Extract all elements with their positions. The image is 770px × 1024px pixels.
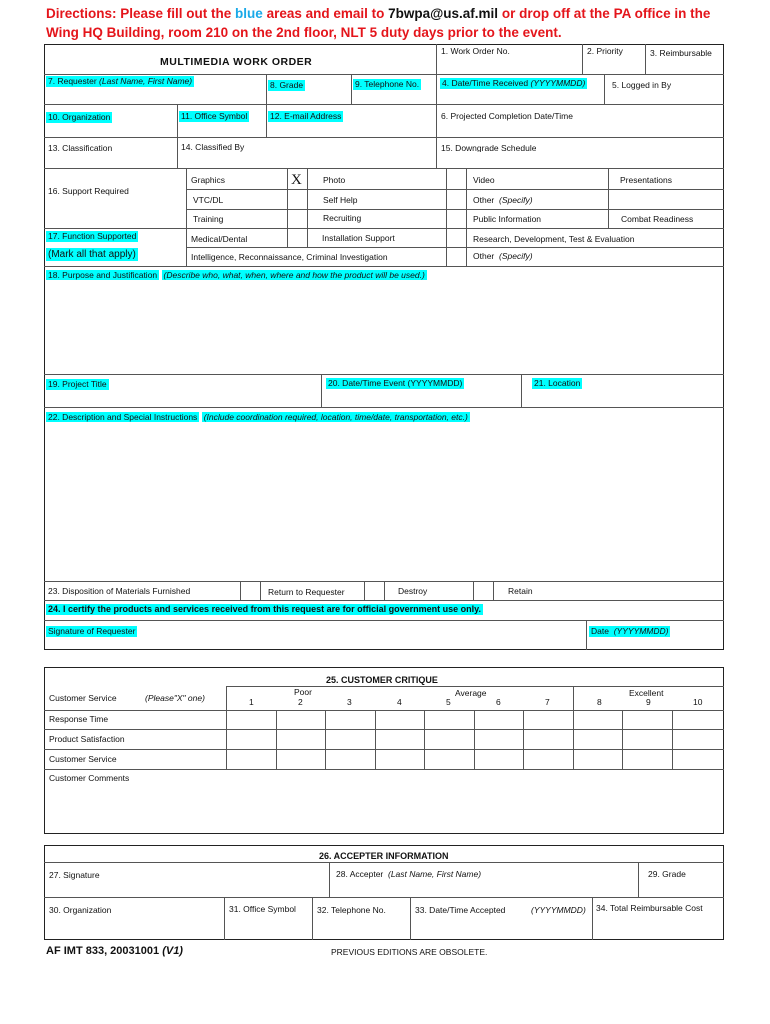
accepter-name-hint: (Last Name, First Name) [388,869,482,879]
form-title: MULTIMEDIA WORK ORDER [160,56,313,68]
support-graphics: Graphics [191,175,226,185]
description-hint: (Include coordination required, location, time/date, transportation, etc.) [203,412,468,422]
accepter-organization-label: 30. Organization [49,905,112,915]
support-presentations: Presentations [620,175,672,185]
date-accepted-format: (YYYYMMDD) [531,905,586,915]
support-photo: Photo [323,175,346,185]
certification-statement: 24. I certify the products and services received from this request are for official government use only. [48,604,481,614]
telephone-field[interactable]: 9. Telephone No. [355,79,420,89]
form-id-text: AF IMT 833, 20031001 [46,945,160,957]
priority-label: 2. Priority [587,46,623,56]
reimbursable-label: 3. Reimbursable [650,48,712,58]
customer-service-header: Customer Service [49,693,117,703]
scale-7: 7 [545,697,550,707]
destroy-option[interactable]: Destroy [398,586,428,596]
support-other-specify: (Specify) [499,195,533,205]
obsolete-notice: PREVIOUS EDITIONS ARE OBSOLETE. [331,947,488,957]
signature-date-label: Date [591,626,609,636]
scale-3: 3 [347,697,352,707]
return-option[interactable]: Return to Requester [268,587,345,597]
customer-critique-title: 25. CUSTOMER CRITIQUE [326,675,438,685]
purpose-hint: (Describe who, what, when, where and how the product will be used.) [163,270,425,280]
function-other [473,251,533,262]
function-supported-label[interactable]: 17. Function Supported [48,231,137,241]
work-order-frame [44,44,724,650]
scale-10: 10 [693,697,703,707]
scale-8: 8 [597,697,602,707]
excellent-label: Excellent [629,688,664,698]
project-title-field[interactable]: 19. Project Title [48,379,107,389]
function-public-information: Public Information [473,214,542,224]
form-id [46,945,183,957]
directions-text: Directions: Please fill out the [46,6,236,21]
function-recruiting: Recruiting [323,213,362,223]
mark-all-note: (Mark all that apply) [48,249,136,260]
requester-label: 7. Requester [48,76,97,86]
accepter-grade-label: 29. Grade [648,869,686,879]
accepter-signature-label: 27. Signature [49,870,100,880]
accepter-telephone-label: 32. Telephone No. [317,905,386,915]
accepter-name-text: 28. Accepter [336,869,384,879]
function-medical: Medical/Dental [191,234,248,244]
event-date-field[interactable]: 20. Date/Time Event (YYYYMMDD) [328,378,463,388]
description-field[interactable] [46,412,470,423]
critique-row-response-time: Response Time [49,714,109,724]
classified-by-label: 14. Classified By [181,142,245,152]
scale-2: 2 [298,697,303,707]
downgrade-schedule-label: 15. Downgrade Schedule [441,143,537,152]
purpose-field[interactable] [46,270,427,281]
work-order-no-label: 1. Work Order No. [441,46,510,56]
office-symbol-field[interactable]: 11. Office Symbol [181,111,248,121]
support-self-help: Self Help [323,195,358,205]
support-video: Video [473,175,495,185]
location-field[interactable]: 21. Location [534,378,581,388]
accepter-name-label [336,869,481,880]
please-x-one: (Please"X" one) [145,693,205,703]
support-other [473,195,533,206]
critique-row-product-satisfaction: Product Satisfaction [49,734,125,744]
function-other-label: Other [473,251,495,261]
date-received-label: 4. Date/Time Received [442,78,529,88]
scale-5: 5 [446,697,451,707]
directions-email[interactable]: 7bwpa@us.af.mil [388,6,499,21]
scale-9: 9 [646,697,651,707]
total-cost-label: 34. Total Reimbursable Cost [596,903,703,913]
purpose-label: 18. Purpose and Justification [48,270,158,280]
support-vtc: VTC/DL [193,195,224,205]
date-received-format: (YYYYMMDD) [530,78,586,88]
function-combat-readiness: Combat Readiness [621,214,694,224]
scale-4: 4 [397,697,402,707]
support-other-label: Other [473,195,495,205]
classification-label: 13. Classification [48,143,113,153]
directions-line-2: Wing HQ Building, room 210 on the 2nd floor, NLT 5 duty days prior to the event. [46,25,562,40]
logged-in-by-label: 5. Logged in By [612,80,672,90]
retain-option[interactable]: Retain [508,586,533,596]
form-version: (V1) [162,945,183,957]
requester-hint: (Last Name, First Name) [99,76,193,86]
date-accepted-label: 33. Date/Time Accepted [415,905,506,915]
support-required-label: 16. Support Required [48,186,129,196]
function-research: Research, Development, Test & Evaluation [473,234,635,244]
accepter-office-symbol-label: 31. Office Symbol [229,904,296,914]
directions-text-2: areas and email to [262,6,389,21]
function-other-specify: (Specify) [499,251,533,261]
accepter-title: 26. ACCEPTER INFORMATION [319,851,449,861]
directions-text-3: or drop off at the PA office in the [498,6,711,21]
function-intel: Intelligence, Reconnaissance, Criminal Investigation [191,252,388,262]
email-field[interactable]: 12. E-mail Address [270,111,342,121]
signature-date-format: (YYYYMMDD) [613,626,669,636]
photo-checkbox[interactable]: X [291,172,302,188]
function-training: Training [193,214,224,224]
organization-field[interactable]: 10. Organization [48,112,111,122]
signature-date-field[interactable] [589,626,670,637]
date-received-field[interactable] [440,78,587,89]
function-installation: Installation Support [322,233,395,243]
customer-comments-label: Customer Comments [49,773,130,783]
requester-field[interactable] [46,76,194,87]
poor-label: Poor [294,687,312,697]
average-label: Average [455,688,487,698]
directions-blue-word: blue [235,6,263,21]
scale-6: 6 [496,697,501,707]
scale-1: 1 [249,697,254,707]
projected-completion-label: 6. Projected Completion Date/Time [441,111,573,121]
directions-line-1 [46,4,746,23]
description-label: 22. Description and Special Instructions [48,412,198,422]
grade-field[interactable]: 8. Grade [270,80,304,90]
requester-signature-field[interactable]: Signature of Requester [48,626,136,636]
critique-row-customer-service: Customer Service [49,754,117,764]
directions [46,4,746,42]
disposition-label: 23. Disposition of Materials Furnished [48,586,191,596]
